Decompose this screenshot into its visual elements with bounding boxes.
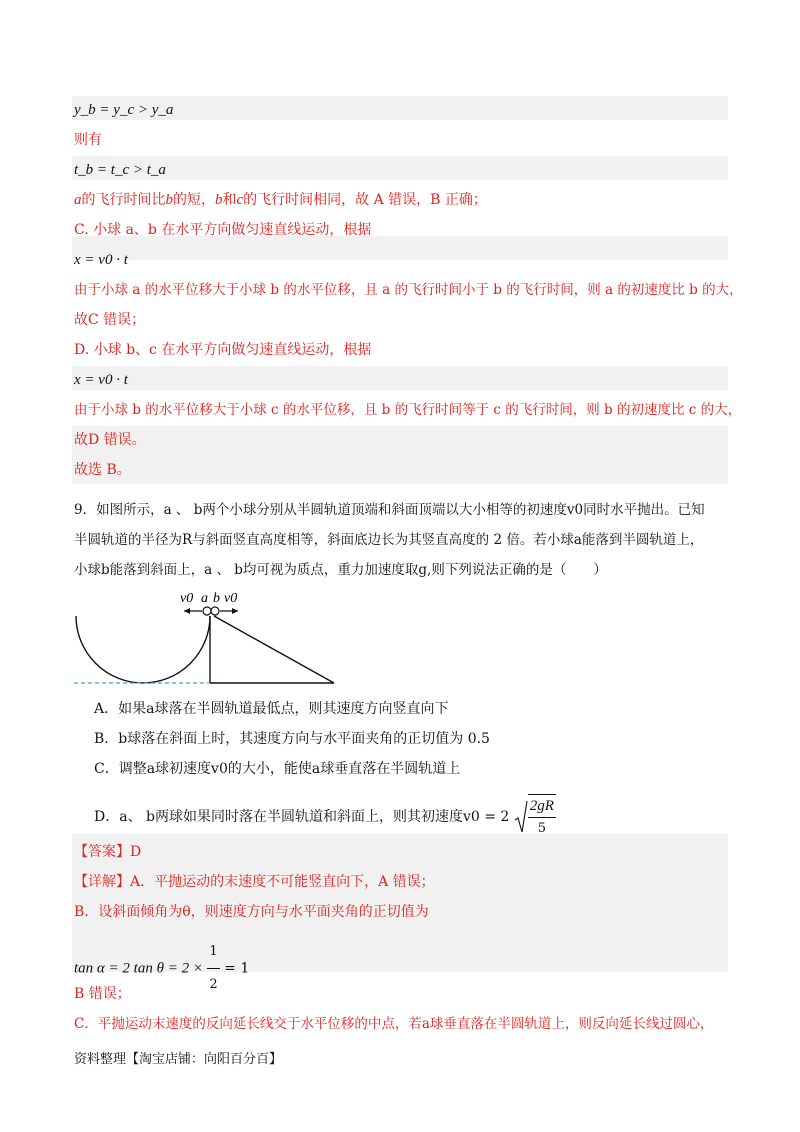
text-line: 由于小球 b 的水平位移大于小球 c 的水平位移，且 b 的飞行时间等于 c 的飞行时间，则 b 的初速度比 c 的大，: [74, 402, 742, 418]
equation-x: x = v0 · t: [74, 372, 128, 388]
fraction-half: $\frac{1}{2}$: [207, 936, 219, 1001]
detail-line: B 错误；: [74, 986, 131, 1002]
label-v0-right: v0: [224, 591, 238, 606]
ball-b: [211, 607, 219, 615]
answer-label: 【答案】D: [74, 844, 142, 860]
detail-line: C．平抛运动末速度的反向延长线交于水平位移的中点，若a球垂直落在半圆轨道上，则反向延长线过圆心，: [74, 1016, 714, 1032]
option-d: D．a、 b两球如果同时落在半圆轨道和斜面上，则其初速度v0 = 2 $\frac{2gR}{5}$: [94, 794, 556, 840]
label-v0-left: v0: [180, 591, 194, 606]
text-line: 则有: [74, 132, 102, 148]
physics-diagram: [70, 588, 350, 688]
equation-y: y_b = y_c > y_a: [74, 102, 174, 118]
arrowhead-left: [184, 608, 190, 614]
footer-text: 资料整理【淘宝店铺：向阳百分百】: [74, 1052, 283, 1067]
text-line: D. 小球 b、c 在水平方向做匀速直线运动，根据: [74, 342, 372, 358]
text-line: 故D 错误。: [74, 432, 146, 448]
detail-line: B．设斜面倾角为θ，则速度方向与水平面夹角的正切值为: [74, 904, 429, 920]
highlight-band: [72, 156, 728, 180]
detail-line: 【详解】A．平抛运动的末速度不可能竖直向下，A 错误；: [74, 874, 435, 890]
text-line: 故C 错误；: [74, 312, 146, 328]
question-text: 半圆轨道的半径为R与斜面竖直高度相等，斜面底边长为其竖直高度的 2 倍。若小球a能落到半圆轨道上，: [74, 532, 704, 548]
incline-slope: [214, 616, 334, 683]
highlight-band: [72, 366, 728, 390]
arrowhead-right: [232, 608, 238, 614]
semicircle-track: [76, 616, 210, 683]
equation-x: x = v0 · t: [74, 252, 128, 268]
equation-t: t_b = t_c > t_a: [74, 162, 166, 178]
label-a: a: [201, 591, 208, 606]
text-line: C. 小球 a、b 在水平方向做匀速直线运动，根据: [74, 222, 372, 238]
ball-a: [203, 607, 211, 615]
highlight-band: [72, 426, 728, 484]
text-line: a的飞行时间比b的短，b和c的飞行时间相同，故 A 错误，B 正确；: [74, 192, 487, 208]
question-text: 9．如图所示，a 、 b两个小球分别从半圆轨道顶端和斜面顶端以大小相等的初速度v0同时水平抛出。已知: [74, 502, 705, 518]
label-b: b: [213, 591, 220, 606]
option-c: C．调整a球初速度v0的大小，能使a球垂直落在半圆轨道上: [94, 761, 461, 777]
text-line: 故选 B。: [74, 462, 131, 478]
option-b: B．b球落在斜面上时，其速度方向与水平面夹角的正切值为 0.5: [94, 731, 490, 747]
sqrt-symbol: [514, 800, 528, 834]
fraction: $\frac{2gR}{5}$: [528, 794, 556, 840]
option-a: A．如果a球落在半圆轨道最低点，则其速度方向竖直向下: [94, 701, 449, 717]
equation-tan: tan α = 2 tan θ = 2 × $\frac{1}{2}$ = 1: [74, 936, 249, 968]
text-line: 由于小球 a 的水平位移大于小球 b 的水平位移，且 a 的飞行时间小于 b 的飞行时间，则 a 的初速度比 b 的大，: [74, 282, 743, 298]
question-text: 小球b能落到斜面上，a 、 b均可视为质点，重力加速度取g,则下列说法正确的是（ ）: [74, 562, 607, 578]
